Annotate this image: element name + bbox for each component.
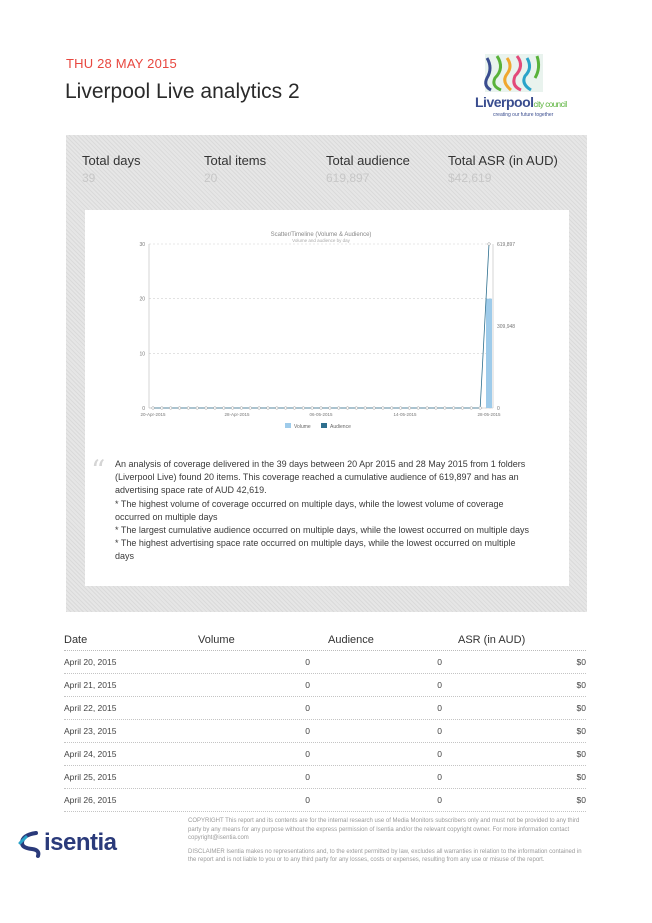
table-row	[64, 766, 586, 789]
audience-point	[346, 407, 349, 410]
report-date: THU 28 MAY 2015	[66, 56, 177, 71]
audience-point	[214, 407, 217, 410]
summary-panel	[66, 135, 587, 612]
cell-volume: 0	[305, 657, 310, 667]
audience-point	[488, 243, 491, 246]
audience-point	[240, 407, 243, 410]
stat-total-items	[204, 153, 266, 185]
cell-asr: $0	[576, 772, 586, 782]
cell-audience: 0	[437, 795, 442, 805]
cell-date: April 26, 2015	[64, 795, 117, 805]
x-tick-label: 28-05-2015	[477, 412, 501, 417]
isentia-wordmark: isentia	[44, 829, 117, 856]
audience-point	[152, 407, 155, 410]
cell-audience: 0	[437, 726, 442, 736]
cell-asr: $0	[576, 726, 586, 736]
audience-point	[461, 407, 464, 410]
stat-value: $42,619	[448, 171, 492, 185]
chart-card	[85, 210, 569, 586]
stat-label: Total ASR (in AUD)	[448, 153, 558, 168]
stat-value: 20	[204, 171, 218, 185]
cell-asr: $0	[576, 703, 586, 713]
y-tick-label: 30	[139, 242, 145, 248]
stat-label: Total days	[82, 153, 141, 168]
audience-point	[373, 407, 376, 410]
audience-point	[408, 407, 411, 410]
stat-value: 39	[82, 171, 96, 185]
stat-total-asr	[448, 153, 558, 185]
audience-point	[284, 407, 287, 410]
summary-text	[115, 458, 535, 564]
cell-audience: 0	[437, 680, 442, 690]
audience-point	[196, 407, 199, 410]
audience-line	[153, 244, 489, 408]
cell-asr: $0	[576, 680, 586, 690]
stat-value: 619,897	[326, 171, 370, 185]
cell-date: April 22, 2015	[64, 703, 117, 713]
cell-audience: 0	[437, 703, 442, 713]
audience-point	[302, 407, 305, 410]
stat-total-days	[82, 153, 141, 185]
audience-point	[275, 407, 278, 410]
volume-audience-chart	[85, 210, 569, 450]
disclaimer-notice: DISCLAIMER Isentia makes no representations and, to the extent permitted by law, excludes all warranties in relation to the information contained in the report and is not liable to you or to any third party for any losses, costs or expenses, resulting from any use or misuse of the report.	[188, 848, 582, 863]
audience-point	[205, 407, 208, 410]
logo-wordmark: Liverpoolcity council	[475, 94, 567, 110]
audience-point	[355, 407, 358, 410]
cell-audience: 0	[437, 657, 442, 667]
chart-subtitle: Volume and audience by day	[292, 238, 350, 243]
audience-point	[222, 407, 225, 410]
cell-audience: 0	[437, 749, 442, 759]
audience-point	[231, 407, 234, 410]
y2-tick-label: 619,897	[497, 242, 516, 248]
cell-audience: 0	[437, 772, 442, 782]
audience-point	[249, 407, 252, 410]
cell-volume: 0	[305, 726, 310, 736]
daily-table	[64, 634, 586, 812]
copyright-notice: COPYRIGHT This report and its contents are for the internal research use of Media Monitors subscribers only and must not be provided to any third party by any means for any purpose without the express permission of Isentia and/or the relevant copyright owner. For more information contact copyright@isentia.com	[188, 818, 580, 841]
table-header	[64, 634, 586, 651]
audience-point	[161, 407, 164, 410]
col-audience: Audience	[328, 634, 374, 646]
report-title: Liverpool Live analytics 2	[65, 80, 300, 103]
table-row	[64, 789, 586, 812]
legend-swatch-audience	[321, 423, 327, 428]
y2-tick-label: 309,948	[497, 324, 516, 331]
liverpool-logo	[475, 52, 593, 122]
cell-date: April 23, 2015	[64, 726, 117, 736]
col-asr: ASR (in AUD)	[458, 634, 526, 646]
x-tick-label: 06-05-2015	[309, 412, 333, 417]
audience-point	[470, 407, 473, 410]
quote-icon: “	[91, 454, 106, 487]
y-tick-label: 0	[142, 406, 145, 412]
table-row	[64, 674, 586, 697]
cell-date: April 25, 2015	[64, 772, 117, 782]
cell-date: April 21, 2015	[64, 680, 117, 690]
footer-notes	[188, 817, 588, 870]
stat-label: Total items	[204, 153, 267, 168]
legend-label-volume: Volume	[294, 424, 311, 430]
audience-point	[329, 407, 332, 410]
table-row	[64, 743, 586, 766]
x-tick-label: 28-Apr-2015	[224, 412, 250, 417]
cell-date: April 20, 2015	[64, 657, 117, 667]
chart-title: Scatter/Timeline (Volume & Audience)	[270, 232, 372, 238]
audience-point	[337, 407, 340, 410]
y2-tick-label: 0	[497, 406, 500, 412]
y-tick-label: 20	[139, 296, 145, 303]
audience-point	[364, 407, 367, 410]
cell-asr: $0	[576, 749, 586, 759]
audience-point	[267, 407, 270, 410]
audience-point	[452, 407, 455, 410]
audience-point	[479, 407, 482, 410]
summary-bullet: * The highest volume of coverage occurred on multiple days, while the lowest volume of coverage occurred on multiple days	[115, 498, 504, 522]
summary-bullet: * The largest cumulative audience occurred on multiple days, while the lowest occurred on multiple days	[115, 525, 530, 536]
liverpool-logo-graphic	[475, 52, 593, 94]
audience-point	[443, 407, 446, 410]
stat-label: Total audience	[326, 153, 410, 168]
audience-point	[390, 407, 393, 410]
y-tick-label: 10	[139, 351, 145, 358]
cell-asr: $0	[576, 657, 586, 667]
cell-volume: 0	[305, 795, 310, 805]
table-row	[64, 651, 586, 674]
stats-row	[82, 153, 572, 193]
audience-point	[426, 407, 429, 410]
audience-point	[311, 407, 314, 410]
audience-point	[178, 407, 181, 410]
audience-point	[382, 407, 385, 410]
table-row	[64, 697, 586, 720]
isentia-logo	[16, 829, 136, 861]
table-body	[64, 651, 586, 812]
cell-volume: 0	[305, 749, 310, 759]
audience-point	[187, 407, 190, 410]
audience-point	[417, 407, 420, 410]
logo-tagline: creating our future together	[493, 112, 554, 118]
audience-point	[293, 407, 296, 410]
cell-date: April 24, 2015	[64, 749, 117, 759]
isentia-mark-icon	[16, 829, 42, 861]
legend-swatch-volume	[285, 423, 291, 428]
cell-volume: 0	[305, 772, 310, 782]
cell-asr: $0	[576, 795, 586, 805]
audience-point	[435, 407, 438, 410]
audience-point	[258, 407, 261, 410]
col-date: Date	[64, 634, 88, 646]
audience-point	[399, 407, 402, 410]
cell-volume: 0	[305, 680, 310, 690]
x-tick-label: 14-05-2015	[393, 412, 417, 417]
volume-bar	[486, 299, 492, 408]
summary-bullet: * The highest advertising space rate occurred on multiple days, while the lowest occurred on multiple days	[115, 538, 516, 562]
cell-volume: 0	[305, 703, 310, 713]
stat-total-audience	[326, 153, 410, 185]
table-row	[64, 720, 586, 743]
audience-point	[320, 407, 323, 410]
col-volume: Volume	[198, 634, 235, 646]
audience-point	[169, 407, 172, 410]
summary-paragraph: An analysis of coverage delivered in the 39 days between 20 Apr 2015 and 28 May 2015 from 1 folders (Liverpool Live) found 20 items. This coverage reached a cumulative audience of 619,897 and has an advertising space rate of AUD 42,619.	[115, 459, 526, 496]
legend-label-audience: Audience	[330, 424, 351, 430]
x-tick-label: 20-Apr-2015	[140, 412, 166, 417]
